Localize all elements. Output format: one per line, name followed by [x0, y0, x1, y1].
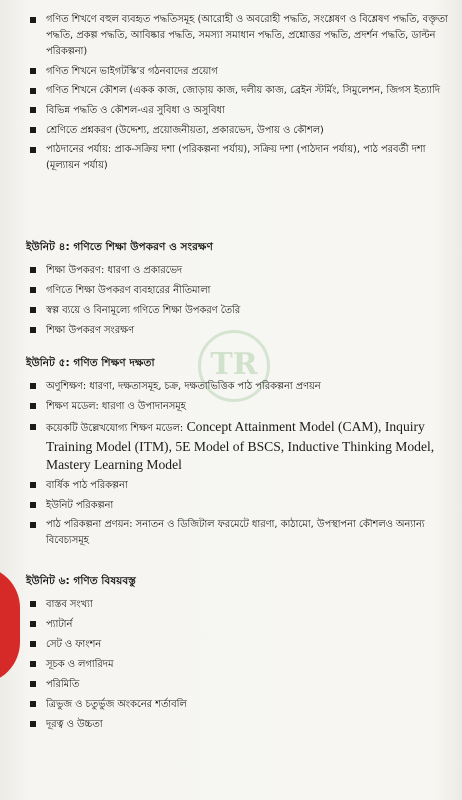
- unit4-title: ইউনিট ৪: গণিতে শিক্ষা উপকরণ ও সংরক্ষণ: [26, 241, 213, 253]
- list-item: পাঠদানের পর্যায়: প্রাক-সক্রিয় দশা (পরিকল্পনা পর্যায়), সক্রিয় দশা (পাঠদান পর্যায়), পাঠ পরবর্তী দশা (মূল্যায়ন পর্যায়): [26, 142, 454, 174]
- list-item: শিক্ষা উপকরণ সংরক্ষণ: [26, 322, 454, 339]
- list-item: ইউনিট পরিকল্পনা: [26, 497, 454, 514]
- unit4-list: [26, 262, 454, 339]
- list-item: সূচক ও লগারিদম: [26, 656, 454, 673]
- unit3-section: [26, 12, 454, 177]
- list-item: শিক্ষণ মডেল: ধারণা ও উপাদানসমূহ: [26, 398, 454, 415]
- list-item: শ্রেণিতে প্রশ্নকরণ (উদ্দেশ্য, প্রয়োজনীয়তা, প্রকারভেদ, উপায় ও কৌশল): [26, 122, 454, 139]
- unit6-list: [26, 596, 454, 733]
- watermark-logo: TR: [198, 330, 270, 402]
- list-item: শিক্ষা উপকরণ: ধারণা ও প্রকারভেদ: [26, 262, 454, 279]
- list-item: গণিত শিখনে ভাইগটস্কি’র গঠনবাদের প্রয়োগ: [26, 63, 454, 80]
- list-item: বিভিন্ন পদ্ধতি ও কৌশল-এর সুবিধা ও অসুবিধা: [26, 102, 454, 119]
- models-prefix: কয়েকটি উল্লেখযোগ্য শিক্ষণ মডেল:: [46, 423, 184, 434]
- list-item: বার্ষিক পাঠ পরিকল্পনা: [26, 477, 454, 494]
- list-item: প্যাটার্ন: [26, 616, 454, 633]
- list-item: পরিমিতি: [26, 676, 454, 693]
- list-item: গণিতে শিক্ষা উপকরণ ব্যবহারের নীতিমালা: [26, 282, 454, 299]
- unit5-section: [26, 356, 454, 552]
- unit5-title: ইউনিট ৫: গণিত শিক্ষণ দক্ষতা: [26, 357, 155, 369]
- list-item: বাস্তব সংখ্যা: [26, 596, 454, 613]
- list-item: পাঠ পরিকল্পনা প্রণয়ন: সনাতন ও ডিজিটাল ফরমেটে ধারণা, কাঠামো, উপস্থাপনা কৌশলও অন্যান্য বিবেচ্যসমূহ: [26, 517, 454, 549]
- list-item: গণিত শিখনে কৌশল (একক কাজ, জোড়ায় কাজ, দলীয় কাজ, ব্রেইন স্টর্মিং, সিমুলেশন, জিগস ইত্যাদি: [26, 83, 454, 99]
- list-item: গণিত শিখণে বহুল ব্যবহৃত পদ্ধতিসমূহ (আরোহী ও অবরোহী পদ্ধতি, সংশ্লেষণ ও বিশ্লেষণ পদ্ধতি, বক্তৃতা পদ্ধতি, প্রকল্প পদ্ধতি, আবিষ্কার পদ্ধতি, সমস্যা সমাধান পদ্ধতি, প্রশ্নোত্তর পদ্ধতি, প্রদর্শন পদ্ধতি, ডাল্টন পরিকল্পনা): [26, 12, 454, 60]
- list-item: ত্রিভুজ ও চতুর্ভুজ অংকনের শর্তাবলি: [26, 696, 454, 713]
- unit4-section: [26, 240, 454, 342]
- red-heart-shape: [0, 566, 20, 684]
- unit5-list: [26, 378, 454, 549]
- list-item: স্বল্প ব্যয়ে ও বিনামূল্যে গণিতে শিক্ষা উপকরণ তৈরি: [26, 302, 454, 319]
- list-item: অণুশিক্ষণ: ধারণা, দক্ষতাসমূহ, চক্র, দক্ষতাভিত্তিক পাঠ পরিকল্পনা প্রণয়ন: [26, 378, 454, 395]
- teaching-models-item: [26, 418, 454, 474]
- list-item: দূরত্ব ও উচ্চতা: [26, 716, 454, 733]
- unit6-section: [26, 574, 454, 736]
- unit3-list: [26, 12, 454, 174]
- models-text: Concept Attainment Model (CAM), Inquiry Training Model (ITM), 5E Model of BSCS, Inductive Thinking Model, Mastery Learning Model: [46, 419, 435, 472]
- list-item: সেট ও ফাংশন: [26, 636, 454, 653]
- unit6-title: ইউনিট ৬: গণিত বিষয়বস্তু: [26, 575, 136, 587]
